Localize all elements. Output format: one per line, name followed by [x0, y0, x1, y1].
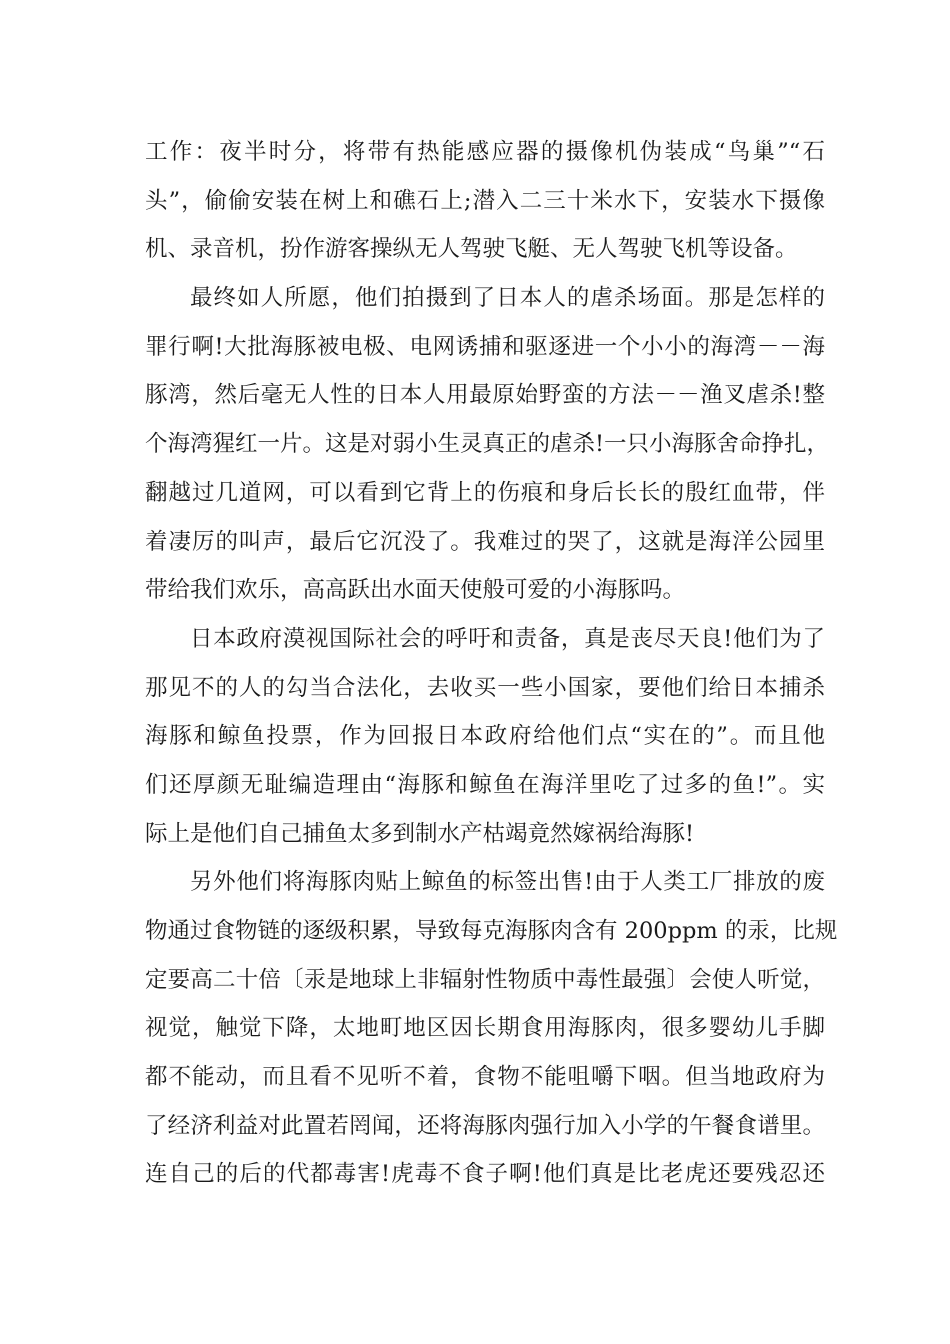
paragraph	[145, 615, 825, 858]
text-line: 头”，偷偷安装在树上和礁石上;潜入二三十米水下，安装水下摄像	[145, 187, 825, 214]
text-line: 海豚和鲸鱼投票，作为回报日本政府给他们点“实在的”。而且他	[145, 723, 825, 750]
paragraph	[145, 858, 838, 1199]
text-line: 最终如人所愿，他们拍摄到了日本人的虐杀场面。那是怎样的	[190, 285, 825, 312]
body-text	[145, 128, 838, 1199]
text-line: 着凄厉的叫声，最后它沉没了。我难过的哭了，这就是海洋公园里	[145, 528, 825, 555]
text-line: 机、录音机，扮作游客操纵无人驾驶飞艇、无人驾驶飞机等设备。	[145, 236, 798, 263]
text-line: 豚湾，然后毫无人性的日本人用最原始野蛮的方法－－渔叉虐杀!整	[145, 382, 825, 409]
text-line: 工作：夜半时分，将带有热能感应器的摄像机伪装成“鸟巢”“石	[145, 139, 825, 165]
text-line: 另外他们将海豚肉贴上鲸鱼的标签出售!由于人类工厂排放的废	[190, 869, 825, 896]
text-line: 了经济利益对此置若罔闻，还将海豚肉强行加入小学的午餐食谱里。	[145, 1112, 825, 1139]
paragraph	[145, 128, 825, 274]
text-line: 物通过食物链的逐级积累，导致每克海豚肉含有 200ppm 的汞，比规	[145, 918, 838, 944]
paragraph	[145, 274, 830, 615]
text-line: 个海湾猩红一片。这是对弱小生灵真正的虐杀!一只小海豚舍命挣扎，	[145, 431, 830, 458]
text-line: 那见不的人的勾当合法化，去收买一些小国家，要他们给日本捕杀	[145, 674, 825, 701]
text-line: 定要高二十倍〔汞是地球上非辐射性物质中毒性最强〕会使人听觉，	[145, 966, 825, 993]
text-line: 带给我们欢乐，高高跃出水面天使般可爱的小海豚吗。	[145, 577, 686, 604]
text-line: 翻越过几道网，可以看到它背上的伤痕和身后长长的殷红血带，伴	[145, 479, 825, 506]
text-line: 视觉，触觉下降，太地町地区因长期食用海豚肉，很多婴幼儿手脚	[145, 1015, 825, 1042]
text-line: 际上是他们自己捕鱼太多到制水产枯竭竟然嫁祸给海豚!	[145, 820, 695, 847]
text-line: 罪行啊!大批海豚被电极、电网诱捕和驱逐进一个小小的海湾－－海	[145, 333, 825, 360]
text-line: 们还厚颜无耻编造理由“海豚和鲸鱼在海洋里吃了过多的鱼!”。实	[145, 771, 825, 798]
text-line: 日本政府漠视国际社会的呼吁和责备，真是丧尽天良!他们为了	[190, 625, 825, 652]
text-line: 都不能动，而且看不见听不着，食物不能咀嚼下咽。但当地政府为	[145, 1064, 825, 1091]
text-line: 连自己的后的代都毒害!虎毒不食子啊!他们真是比老虎还要残忍还	[145, 1161, 825, 1188]
